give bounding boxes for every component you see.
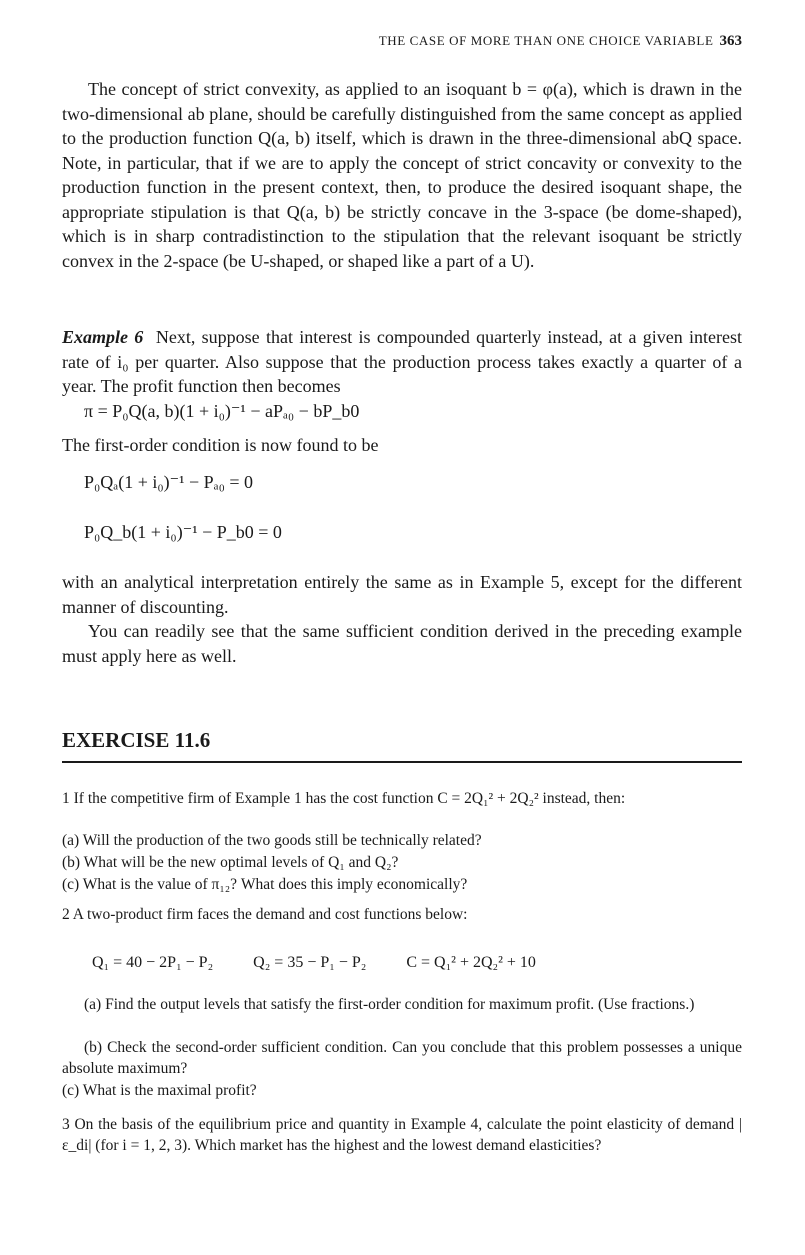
equation-profit-function: π = P₀Q(a, b)(1 + i₀)⁻¹ − aPₐ₀ − bP_b0 (84, 401, 360, 421)
demand-equation-2: Q₂ = 35 − P₁ − P₂ (253, 954, 367, 971)
cost-equation: C = Q₁² + 2Q₂² + 10 (406, 954, 536, 971)
running-head (379, 33, 742, 50)
exercise-q2-equations (92, 954, 572, 972)
exercise-heading: EXERCISE 11.6 (62, 728, 211, 752)
running-head-title: THE CASE OF MORE THAN ONE CHOICE VARIABLE (378, 33, 714, 48)
demand-equation-1: Q₁ = 40 − 2P₁ − P₂ (92, 954, 214, 971)
exercise-q1b: (b) What will be the new optimal levels of Q₁ and Q₂? (62, 854, 399, 871)
paragraph-first-order: The first-order condition is now found to be (62, 435, 379, 455)
page-number: 363 (719, 33, 742, 49)
heading-rule (62, 761, 742, 763)
equation-foc-a: P₀Qₐ(1 + i₀)⁻¹ − Pₐ₀ = 0 (84, 472, 254, 492)
paragraph-convexity: The concept of strict convexity, as applied to an isoquant b = φ(a), which is drawn in the two-dimensional ab plane, should be carefully distinguished from the same concept as applied to the production function Q(a, b) itself, which is drawn in the three-dimensional abQ space. Note, in particular, that if we are to apply the concept of strict concavity or convexity to the production function in the present context, then, to produce the desired isoquant shape, the appropriate stipulation is that Q(a, b) be strictly concave in the 3-space (be dome-shaped), which is in sharp contradistinction to the stipulation that the relevant isoquant be strictly convex in the 2-space (be U-shaped, or shaped like a part of a U). (62, 79, 742, 271)
exercise-q2: 2 A two-product firm faces the demand and cost functions below: (62, 906, 468, 923)
exercise-q1: 1 If the competitive firm of Example 1 has the cost function C = 2Q₁² + 2Q₂² instead, then: (62, 790, 626, 807)
exercise-q1c: (c) What is the value of π₁₂? What does this imply economically? (62, 876, 468, 893)
example-6-label: Example 6 (62, 327, 144, 347)
paragraph-example-6 (62, 325, 742, 399)
exercise-q2c: (c) What is the maximal profit? (62, 1082, 257, 1099)
example-6-text: Next, suppose that interest is compounded quarterly instead, at a given interest rate of i₀ per quarter. Also suppose that the production process takes exactly a quarter of a year. The profit function then becomes (62, 327, 742, 396)
paragraph-interpretation: with an analytical interpretation entirely the same as in Example 5, except for the different manner of discounting. (62, 572, 742, 617)
equation-foc-b: P₀Q_b(1 + i₀)⁻¹ − P_b0 = 0 (84, 522, 282, 542)
paragraph-sufficient-condition: You can readily see that the same sufficient condition derived in the preceding example must apply here as well. (62, 621, 742, 666)
exercise-q2b: (b) Check the second-order sufficient condition. Can you conclude that this problem possesses a unique absolute maximum? (62, 1039, 742, 1077)
exercise-q1a: (a) Will the production of the two goods still be technically related? (62, 832, 482, 849)
exercise-q3: 3 On the basis of the equilibrium price and quantity in Example 4, calculate the point elasticity of demand |ε_di| (for i = 1, 2, 3). Which market has the highest and the lowest demand elasticities? (62, 1116, 742, 1154)
exercise-q2a: (a) Find the output levels that satisfy the first-order condition for maximum profit. (Use fractions.) (84, 996, 695, 1013)
